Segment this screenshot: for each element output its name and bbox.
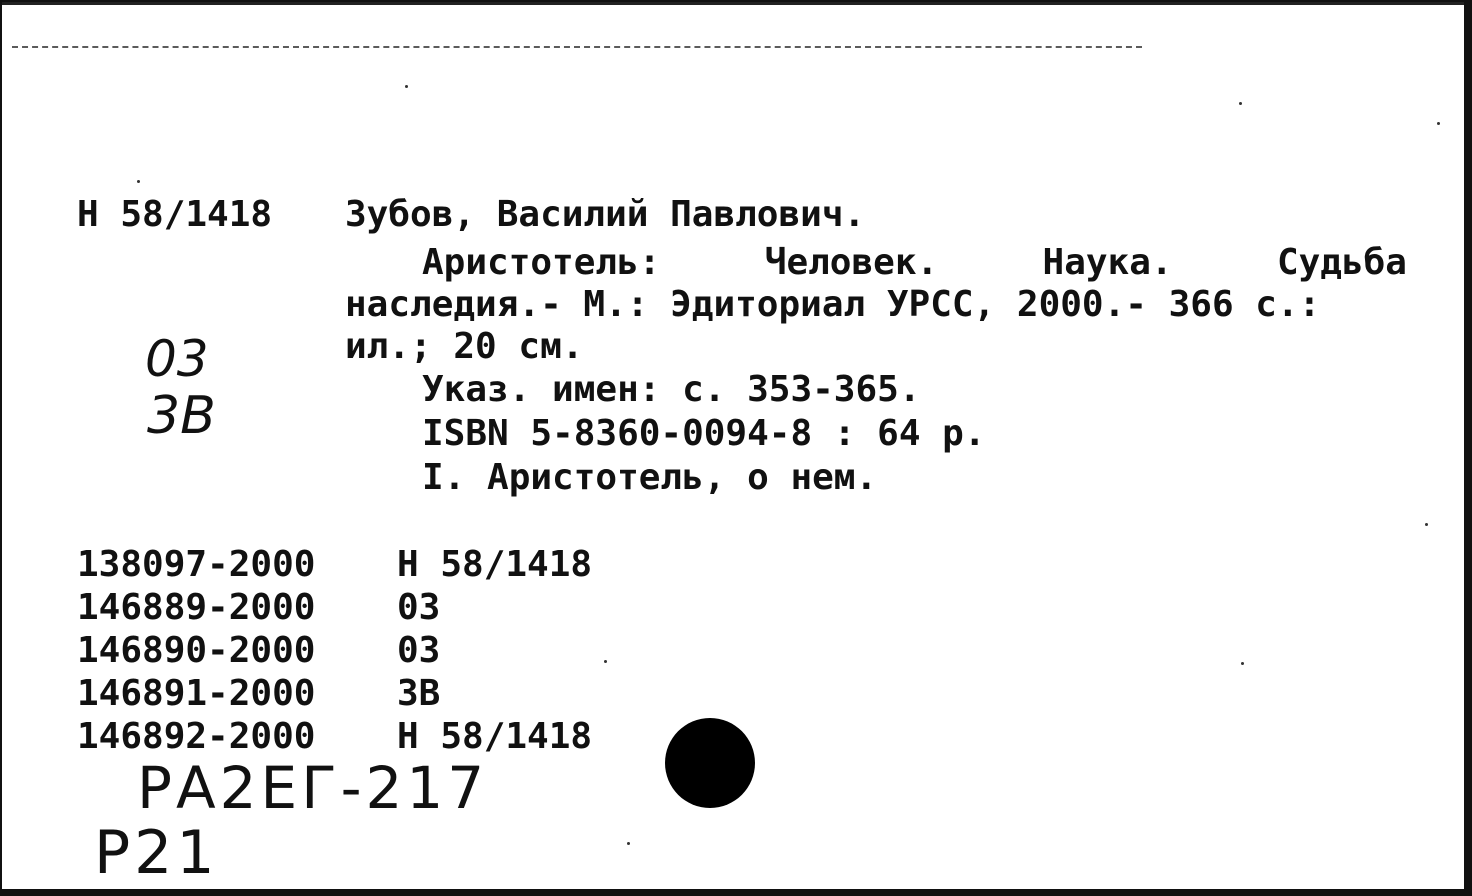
accession-location: 03: [397, 630, 441, 671]
accession-number: 146891-2000: [77, 673, 316, 714]
index-note: Указ. имен: с. 353-365.: [422, 369, 921, 410]
scan-speck: [627, 842, 630, 845]
title-word: Наука.: [1042, 242, 1173, 283]
title-word: Судьба: [1276, 242, 1407, 283]
accession-location: 3В: [397, 673, 441, 714]
punch-hole-dot: [665, 718, 755, 808]
title-line-2: наследия.- М.: Эдиториал УРСС, 2000.- 366 с.:: [345, 284, 1321, 325]
title-word: Человек.: [764, 242, 939, 283]
scan-speck: [1241, 662, 1244, 665]
title-line-1: [422, 242, 1407, 284]
isbn-line: ISBN 5-8360-0094-8 : 64 р.: [422, 413, 986, 454]
scan-speck: [604, 660, 607, 663]
card-top-edge: [2, 2, 1472, 5]
author-heading: Зубов, Василий Павлович.: [345, 194, 866, 235]
accession-number: 146890-2000: [77, 630, 316, 671]
scan-speck: [1239, 102, 1242, 105]
card-bottom-edge: [2, 889, 1472, 894]
accession-number: 138097-2000: [77, 544, 316, 585]
accession-location: Н 58/1418: [397, 544, 593, 585]
scan-speck: [1425, 523, 1428, 526]
shelfmark: Н 58/1418: [77, 194, 273, 235]
accession-location: 03: [397, 587, 441, 628]
accession-number: 146889-2000: [77, 587, 316, 628]
scan-speck: [405, 85, 408, 88]
handwritten-note-1: РА2ЕГ-217: [137, 754, 489, 822]
top-divider-line: [12, 46, 1142, 48]
handwritten-code-3b: 3В: [147, 386, 216, 446]
handwritten-note-2: Р21: [94, 818, 219, 888]
scan-speck: [137, 180, 140, 183]
scan-speck: [1437, 122, 1440, 125]
title-line-3: ил.; 20 см.: [345, 326, 584, 367]
subject-entry: I. Аристотель, о нем.: [422, 457, 878, 498]
handwritten-code-03: 03: [145, 330, 209, 388]
accession-number: 146892-2000: [77, 716, 316, 757]
title-word: Аристотель:: [422, 242, 661, 283]
accession-location: Н 58/1418: [397, 716, 593, 757]
card-right-edge: [1464, 2, 1470, 896]
